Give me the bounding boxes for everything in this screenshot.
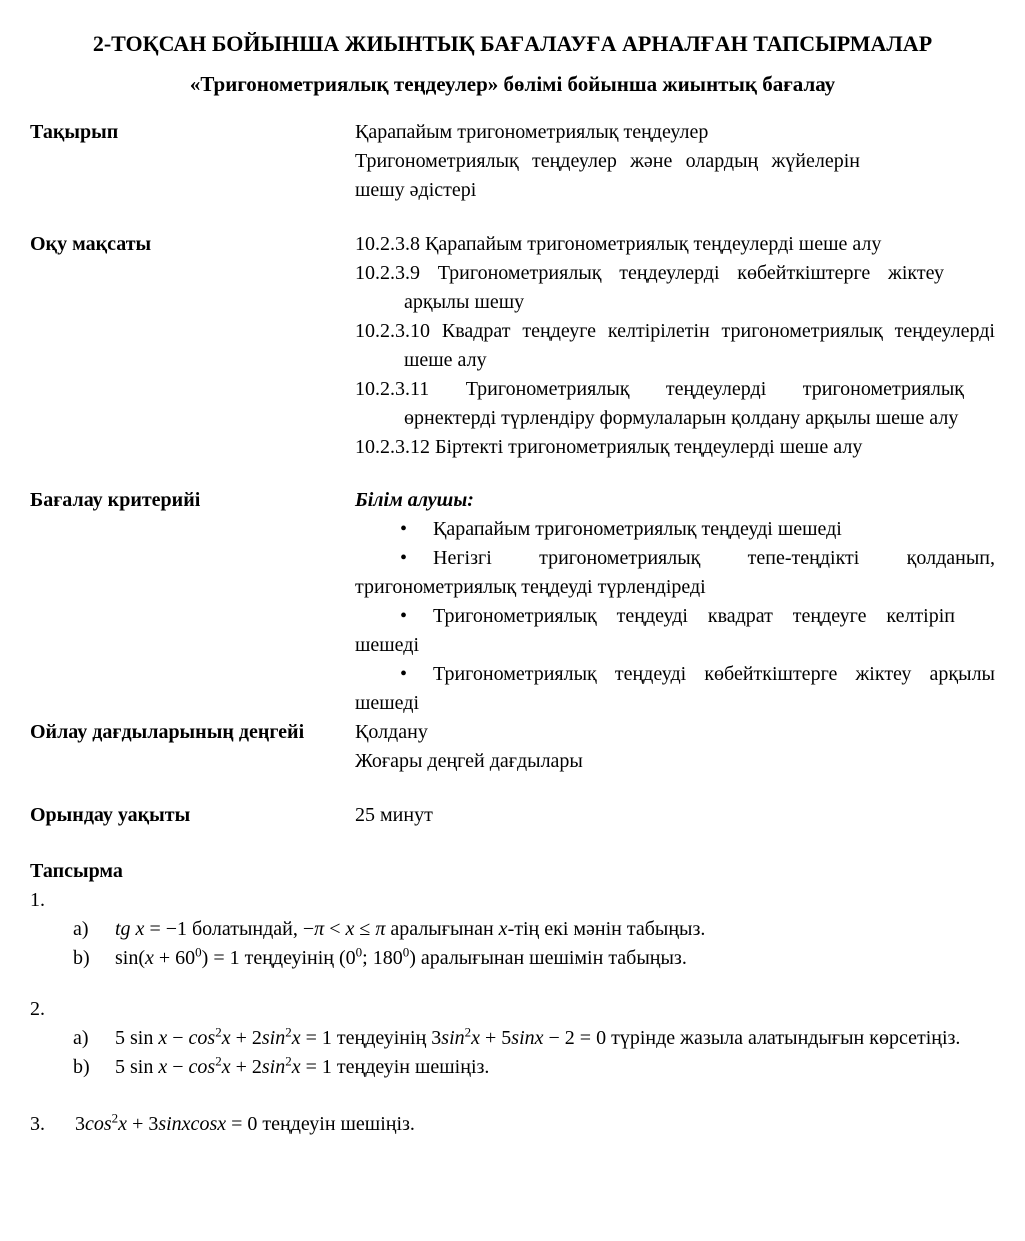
meta-row-duration xyxy=(30,801,995,830)
bullet-icon: • xyxy=(400,518,408,540)
task-1 xyxy=(30,886,995,973)
task-2-number: 2. xyxy=(30,998,45,1020)
criteria-text: Негізгі тригонометриялық тепе-теңдікті қолданып, тригонометриялық теңдеуді түрлендіреді xyxy=(355,547,995,598)
criteria-label: Бағалау критерийі xyxy=(30,489,201,511)
document-title: 2-ТОҚСАН БОЙЫНША ЖИЫНТЫҚ БАҒАЛАУҒА АРНАЛҒАН ТАПСЫРМАЛАР xyxy=(92,31,933,56)
document-subtitle: «Тригонометриялық теңдеулер» бөлімі бойынша жиынтық бағалау xyxy=(189,72,836,96)
part-text: $\sin(x + 60^0) = 1$ теңдеуінің ($0^0$; $180^0$) аралығынан шешімін табыңыз. xyxy=(115,944,687,969)
objectives-list xyxy=(355,230,995,462)
duration-label: Орындау уақыты xyxy=(30,804,191,826)
thinking-skills-line-1: Қолдану xyxy=(355,721,428,743)
part-marker: b) xyxy=(73,1056,90,1078)
objective-item: 10.2.3.11 Тригонометриялық теңдеулерді тригонометриялық өрнектерді түрлендіру формулаларын қолдану арқылы шеше алу xyxy=(355,378,964,429)
part-marker: b) xyxy=(73,947,90,969)
task-3-number: 3. xyxy=(30,1113,45,1135)
objective-item: 10.2.3.9 Тригонометриялық теңдеулерді көбейткіштерге жіктеу арқылы шешу xyxy=(355,262,944,313)
part-text: tg x = −1 болатындай, −π < x ≤ π аралығынан x-тің екі мәнін табыңыз. xyxy=(115,918,706,940)
criteria-item xyxy=(355,515,995,544)
meta-row-thinking-skills xyxy=(30,718,995,776)
objective-item: 10.2.3.12 Біртекті тригонометриялық теңдеулерді шеше алу xyxy=(355,436,863,458)
task-2-part-a xyxy=(73,1024,995,1053)
task-3-text: $3\cos^2x$ + 3sinxcosx = 0 теңдеуін шешіңіз. xyxy=(75,1110,415,1135)
part-marker: a) xyxy=(73,1027,89,1049)
criteria-text: Тригонометриялық теңдеуді квадрат теңдеуге келтіріп шешеді xyxy=(355,605,955,656)
meta-row-topic xyxy=(30,118,995,205)
tasks-heading: Тапсырма xyxy=(30,860,123,882)
criteria-item xyxy=(355,544,995,602)
task-2 xyxy=(30,995,995,1082)
criteria-text: Қарапайым тригонометриялық теңдеуді шешеді xyxy=(433,518,842,540)
task-1-part-b xyxy=(73,944,995,973)
meta-row-criteria xyxy=(30,486,995,718)
criteria-item xyxy=(355,660,995,718)
thinking-skills-line-2: Жоғары деңгей дағдылары xyxy=(355,750,583,772)
objective-item: 10.2.3.8 Қарапайым тригонометриялық теңдеулерді шеше алу xyxy=(355,233,882,255)
topic-line-1: Қарапайым тригонометриялық теңдеулер xyxy=(355,121,709,143)
bullet-icon: • xyxy=(400,663,408,685)
duration-value: 25 минут xyxy=(355,804,433,826)
criteria-item xyxy=(355,602,955,660)
topic-line-2: Тригонометриялық теңдеулер және олардың жүйелерін шешу әдістері xyxy=(355,150,860,201)
criteria-list xyxy=(355,486,995,718)
objective-item: 10.2.3.10 Квадрат теңдеуге келтірілетін тригонометриялық теңдеулерді шеше алу xyxy=(355,320,995,371)
thinking-skills-label: Ойлау дағдыларының деңгейі xyxy=(30,721,305,743)
part-text: 5 $\sin x - \cos^2x + 2\sin^2x = 1$ теңдеуінің $3\sin^2x + 5\sin x - 2 = 0$ түрінде жазыла алатындығын көрсетіңіз. xyxy=(115,1024,961,1049)
topic-label: Тақырып xyxy=(30,121,119,143)
topic-value xyxy=(355,118,995,205)
objectives-label: Оқу мақсаты xyxy=(30,233,152,255)
part-text: 5 $\sin x - \cos^2x + 2\sin^2x = 1$ теңдеуін шешіңіз. xyxy=(115,1053,490,1078)
bullet-icon: • xyxy=(400,605,408,627)
part-marker: a) xyxy=(73,918,89,940)
task-2-part-b xyxy=(73,1053,995,1082)
criteria-intro: Білім алушы: xyxy=(355,489,474,511)
task-1-number: 1. xyxy=(30,889,45,911)
meta-row-objectives xyxy=(30,230,995,462)
bullet-icon: • xyxy=(400,547,408,569)
task-1-part-a xyxy=(73,915,995,944)
criteria-text: Тригонометриялық теңдеуді көбейткіштерге жіктеу арқылы шешеді xyxy=(355,663,995,714)
task-3 xyxy=(30,1110,995,1139)
thinking-skills-value xyxy=(355,718,995,776)
